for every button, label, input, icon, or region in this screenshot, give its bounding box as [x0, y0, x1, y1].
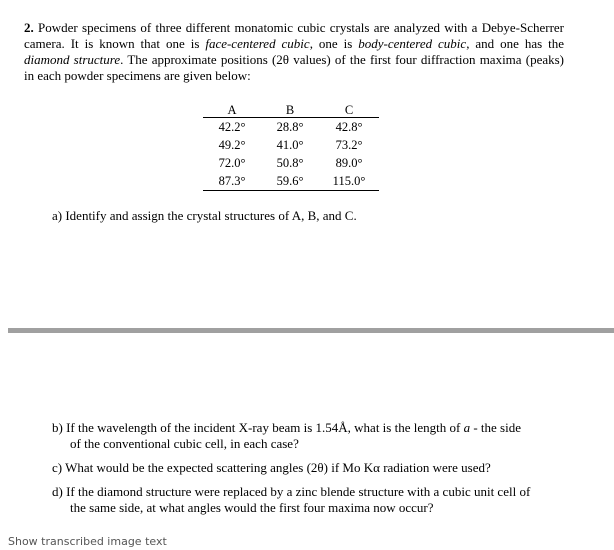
intro-text-4: . The approximate positions (2θ values) of the first four diffraction maxima (peaks) in each powder specimens are given below: [24, 52, 564, 83]
diamond-term: diamond structure [24, 52, 121, 67]
table-row [203, 154, 379, 172]
table-row [203, 136, 379, 154]
table-cell: 72.0° [218, 155, 246, 170]
part-d-question [52, 484, 572, 516]
part-c-question: c) What would be the expected scattering angles (2θ) if Mo Kα radiation were used? [52, 460, 491, 475]
part-a-question: a) Identify and assign the crystal structures of A, B, and C. [52, 208, 357, 223]
part-d-text-1: d) If the diamond structure were replaced by a zinc blende structure with a cubic unit cell of [52, 484, 531, 499]
part-b-text-3: of the conventional cubic cell, in each case? [70, 436, 299, 451]
question-number: 2. [24, 20, 34, 35]
table-header-row [203, 102, 379, 118]
table-cell: 41.0° [276, 137, 304, 152]
fcc-term: face-centered cubic [205, 36, 310, 51]
part-b-text-2: - the side [470, 420, 521, 435]
intro-text-3: , and one has the [466, 36, 564, 51]
table-cell: 59.6° [261, 172, 319, 191]
part-b-question [52, 420, 572, 452]
table-row [203, 172, 379, 191]
table-cell: 115.0° [319, 172, 379, 191]
intro-text-2: , one is [309, 36, 359, 51]
bcc-term: body-centered cubic [358, 36, 467, 51]
question-intro [24, 20, 564, 84]
table-cell: 28.8° [276, 119, 304, 134]
table-cell: 50.8° [276, 155, 304, 170]
table-cell: 42.2° [218, 119, 246, 134]
table-cell: 42.8° [335, 119, 363, 134]
part-b-text-1: b) If the wavelength of the incident X-ray beam is 1.54Å, what is the length of [52, 420, 464, 435]
table-cell: 73.2° [335, 137, 363, 152]
table-cell: 89.0° [335, 155, 363, 170]
header-b: B [261, 102, 319, 118]
table-cell: 87.3° [203, 172, 261, 191]
show-transcribed-link[interactable]: Show transcribed image text [8, 535, 167, 548]
peak-table [203, 102, 379, 191]
table-cell: 49.2° [218, 137, 246, 152]
header-a: A [203, 102, 261, 118]
part-b-variable: a [463, 420, 471, 435]
table-row [203, 118, 379, 137]
part-d-text-2: the same side, at what angles would the first four maxima now occur? [70, 500, 434, 515]
section-divider [8, 328, 614, 333]
header-c: C [319, 102, 379, 118]
intro-text-1: Powder specimens of three different monatomic cubic crystals are analyzed with a Debye-Scherrer camera. It is known that one is [24, 20, 565, 51]
